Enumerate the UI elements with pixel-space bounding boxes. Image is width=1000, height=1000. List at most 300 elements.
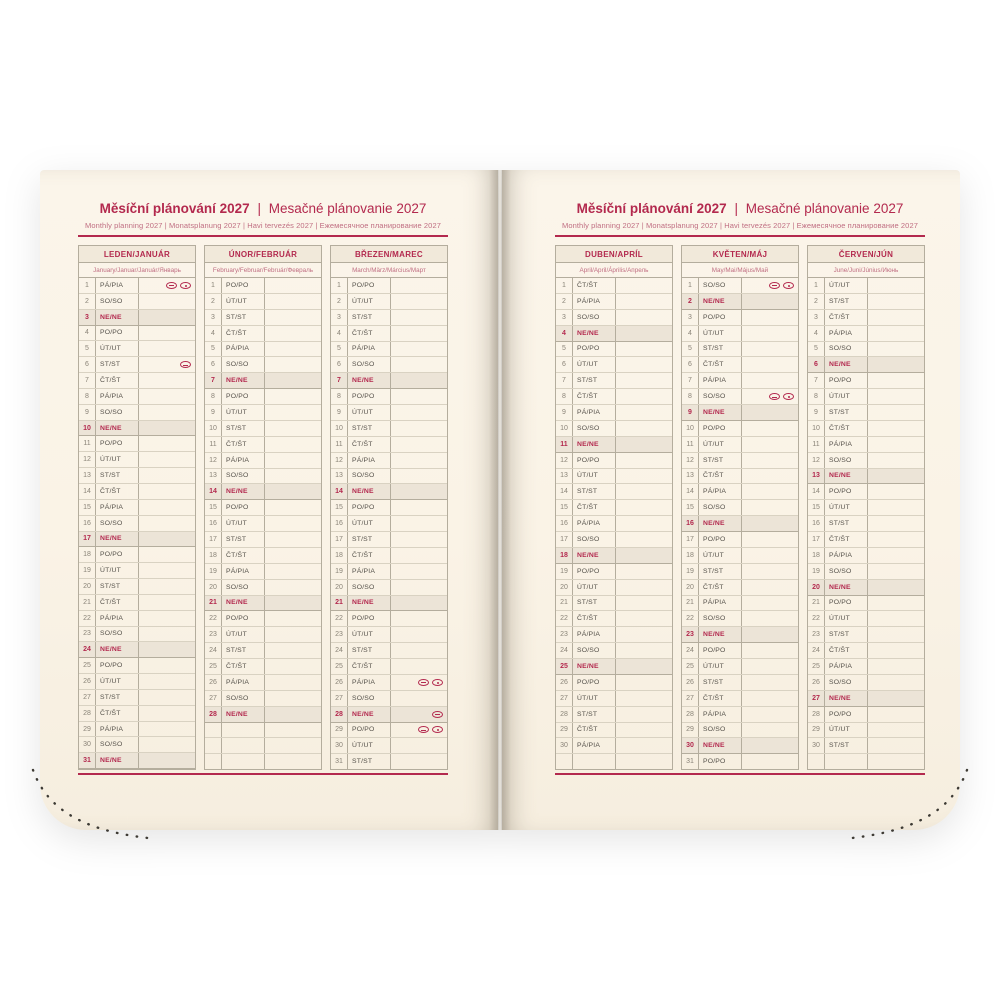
day-row: [205, 405, 321, 421]
day-number-cell: 4: [331, 326, 348, 341]
day-number-cell: 31: [682, 754, 699, 769]
notes-cell: [139, 373, 195, 388]
day-row: [205, 611, 321, 627]
day-abbrev-cell: NE/NE: [96, 310, 139, 325]
day-row: [556, 294, 672, 310]
notes-cell: [616, 421, 672, 436]
month-table: [555, 245, 673, 770]
month-body: [682, 278, 798, 769]
day-number-cell: 4: [79, 326, 96, 341]
notes-cell: [391, 627, 447, 642]
day-abbrev-cell: PÁ/PIA: [348, 342, 391, 357]
day-number-cell: 2: [556, 294, 573, 309]
day-row: [682, 326, 798, 342]
day-abbrev-cell: PO/PO: [222, 611, 265, 626]
notes-cell: [391, 500, 447, 515]
day-number-cell: 26: [331, 675, 348, 690]
day-row: [331, 723, 447, 739]
notes-cell: [868, 659, 924, 674]
day-abbrev-cell: PO/PO: [699, 643, 742, 658]
notes-cell: [139, 627, 195, 642]
day-abbrev-cell: SO/SO: [348, 357, 391, 372]
day-abbrev-cell: ST/ST: [825, 405, 868, 420]
day-number-cell: 24: [808, 643, 825, 658]
day-row: [79, 547, 195, 563]
day-abbrev-cell: ČT/ŠT: [96, 706, 139, 721]
notes-cell: [868, 611, 924, 626]
notes-cell: [265, 294, 321, 309]
day-row: [331, 500, 447, 516]
notes-cell: [139, 405, 195, 420]
day-abbrev-cell: PO/PO: [222, 500, 265, 515]
day-number-cell: 18: [205, 548, 222, 563]
notes-cell: [616, 516, 672, 531]
notes-cell: [391, 278, 447, 293]
day-number-cell: 26: [808, 675, 825, 690]
day-number-cell: 30: [331, 738, 348, 753]
month-name: KVĚTEN/MÁJ: [682, 246, 798, 263]
day-abbrev-cell: ST/ST: [573, 373, 616, 388]
notes-cell: [616, 342, 672, 357]
day-abbrev-cell: ÚT/UT: [825, 611, 868, 626]
day-abbrev-cell: PO/PO: [573, 675, 616, 690]
day-row: [808, 564, 924, 580]
notes-cell: [391, 580, 447, 595]
day-abbrev-cell: ST/ST: [825, 627, 868, 642]
day-abbrev-cell: ÚT/UT: [348, 516, 391, 531]
day-row: [205, 484, 321, 500]
day-number-cell: 1: [682, 278, 699, 293]
day-abbrev-cell: ÚT/UT: [825, 723, 868, 738]
holiday-badge-icon: [418, 679, 429, 686]
day-abbrev-cell: PO/PO: [573, 564, 616, 579]
day-row: [79, 753, 195, 769]
day-abbrev-cell: SO/SO: [348, 469, 391, 484]
day-abbrev-cell: [222, 754, 265, 769]
day-row: [205, 310, 321, 326]
day-number-cell: 27: [556, 691, 573, 706]
day-abbrev-cell: PÁ/PIA: [348, 564, 391, 579]
day-row: [682, 484, 798, 500]
day-abbrev-cell: PÁ/PIA: [699, 484, 742, 499]
day-row: [79, 611, 195, 627]
day-row: [79, 690, 195, 706]
day-abbrev-cell: ČT/ŠT: [573, 389, 616, 404]
day-row: [556, 469, 672, 485]
notes-cell: [139, 532, 195, 547]
day-abbrev-cell: PO/PO: [825, 373, 868, 388]
day-row: [808, 723, 924, 739]
day-number-cell: 23: [79, 627, 96, 642]
notes-cell: [391, 405, 447, 420]
title-rule: [555, 235, 925, 237]
notes-cell: [742, 596, 798, 611]
notes-cell: [139, 690, 195, 705]
day-abbrev-cell: PÁ/PIA: [96, 278, 139, 293]
page-title-czech: Měsíční plánování 2027: [99, 201, 250, 216]
notes-cell: [868, 421, 924, 436]
day-number-cell: 9: [556, 405, 573, 420]
day-abbrev-cell: NE/NE: [348, 484, 391, 499]
day-row: [205, 389, 321, 405]
day-abbrev-cell: ÚT/UT: [825, 500, 868, 515]
day-row: [205, 564, 321, 580]
page-left: [40, 170, 498, 830]
day-abbrev-cell: ČT/ŠT: [573, 611, 616, 626]
day-number-cell: 20: [556, 580, 573, 595]
day-number-cell: 13: [808, 469, 825, 484]
day-abbrev-cell: ČT/ŠT: [573, 278, 616, 293]
day-abbrev-cell: ČT/ŠT: [573, 500, 616, 515]
notes-cell: [265, 342, 321, 357]
day-abbrev-cell: NE/NE: [573, 659, 616, 674]
day-abbrev-cell: PÁ/PIA: [96, 389, 139, 404]
day-number-cell: 15: [79, 500, 96, 515]
notes-cell: [868, 691, 924, 706]
day-number-cell: 29: [682, 723, 699, 738]
notes-cell: [391, 675, 447, 690]
day-abbrev-cell: PO/PO: [96, 547, 139, 562]
day-row: [79, 563, 195, 579]
day-abbrev-cell: ČT/ŠT: [96, 595, 139, 610]
notes-cell: [742, 738, 798, 753]
day-abbrev-cell: ÚT/UT: [699, 326, 742, 341]
title-separator: |: [257, 201, 261, 216]
day-abbrev-cell: NE/NE: [699, 738, 742, 753]
day-row: [79, 627, 195, 643]
notes-cell: [616, 548, 672, 563]
day-number-cell: 1: [79, 278, 96, 293]
notes-cell: [265, 516, 321, 531]
day-abbrev-cell: ČT/ŠT: [825, 421, 868, 436]
notes-cell: [391, 643, 447, 658]
day-abbrev-cell: ÚT/UT: [222, 294, 265, 309]
day-row: [556, 532, 672, 548]
day-number-cell: 6: [682, 357, 699, 372]
notes-cell: [868, 389, 924, 404]
notes-cell: [391, 421, 447, 436]
day-row: [682, 294, 798, 310]
notes-cell: [742, 659, 798, 674]
page-title: [555, 200, 925, 217]
day-abbrev-cell: SO/SO: [222, 469, 265, 484]
day-abbrev-cell: ST/ST: [699, 675, 742, 690]
day-number-cell: 30: [79, 737, 96, 752]
day-number-cell: 22: [205, 611, 222, 626]
day-number-cell: 12: [556, 453, 573, 468]
day-number-cell: 7: [79, 373, 96, 388]
day-abbrev-cell: ČT/ŠT: [222, 437, 265, 452]
day-abbrev-cell: ST/ST: [825, 738, 868, 753]
day-row: [682, 564, 798, 580]
day-row: [556, 627, 672, 643]
day-abbrev-cell: ST/ST: [699, 564, 742, 579]
day-row: [808, 310, 924, 326]
month-table: [681, 245, 799, 770]
day-number-cell: 23: [331, 627, 348, 642]
day-abbrev-cell: PO/PO: [699, 754, 742, 769]
day-row: [808, 437, 924, 453]
day-number-cell: 16: [331, 516, 348, 531]
day-row: [682, 453, 798, 469]
day-row: [205, 738, 321, 754]
notes-cell: [868, 596, 924, 611]
notes-cell: [868, 453, 924, 468]
day-number-cell: 4: [556, 326, 573, 341]
day-row: [682, 548, 798, 564]
notes-cell: [265, 627, 321, 642]
day-number-cell: 11: [556, 437, 573, 452]
notes-cell: [868, 294, 924, 309]
title-separator: |: [734, 201, 738, 216]
notes-cell: [742, 357, 798, 372]
day-row: [331, 611, 447, 627]
day-number-cell: 22: [331, 611, 348, 626]
day-number-cell: 15: [556, 500, 573, 515]
day-abbrev-cell: PÁ/PIA: [348, 453, 391, 468]
title-rule: [78, 235, 448, 237]
notes-cell: [139, 294, 195, 309]
day-number-cell: 16: [79, 516, 96, 531]
day-row: [79, 421, 195, 437]
notes-cell: [616, 389, 672, 404]
notes-cell: [265, 611, 321, 626]
day-number-cell: [205, 754, 222, 769]
day-abbrev-cell: ČT/ŠT: [222, 326, 265, 341]
day-row: [556, 453, 672, 469]
day-abbrev-cell: NE/NE: [348, 707, 391, 722]
day-number-cell: 17: [808, 532, 825, 547]
day-number-cell: 14: [205, 484, 222, 499]
day-number-cell: 26: [556, 675, 573, 690]
day-number-cell: 22: [682, 611, 699, 626]
day-abbrev-cell: SO/SO: [96, 516, 139, 531]
day-abbrev-cell: PÁ/PIA: [96, 500, 139, 515]
day-number-cell: 28: [79, 706, 96, 721]
day-number-cell: 21: [205, 596, 222, 611]
day-abbrev-cell: SO/SO: [348, 691, 391, 706]
notes-cell: [742, 294, 798, 309]
month-table: [78, 245, 196, 770]
month-body: [79, 278, 195, 769]
day-row: [79, 452, 195, 468]
day-abbrev-cell: NE/NE: [222, 484, 265, 499]
day-number-cell: 15: [808, 500, 825, 515]
day-abbrev-cell: NE/NE: [699, 405, 742, 420]
day-abbrev-cell: PÁ/PIA: [573, 738, 616, 753]
notes-cell: [616, 723, 672, 738]
day-abbrev-cell: PÁ/PIA: [96, 611, 139, 626]
day-number-cell: 20: [808, 580, 825, 595]
day-row: [808, 389, 924, 405]
notes-cell: [391, 342, 447, 357]
day-row: [682, 310, 798, 326]
day-abbrev-cell: PÁ/PIA: [573, 405, 616, 420]
notes-cell: [391, 707, 447, 722]
day-abbrev-cell: PÁ/PIA: [222, 453, 265, 468]
day-abbrev-cell: ČT/ŠT: [699, 580, 742, 595]
notes-cell: [868, 500, 924, 515]
notes-cell: [742, 532, 798, 547]
day-row: [682, 627, 798, 643]
notes-cell: [616, 326, 672, 341]
day-abbrev-cell: PO/PO: [348, 500, 391, 515]
notes-cell: [265, 373, 321, 388]
day-number-cell: 22: [79, 611, 96, 626]
notes-cell: [868, 754, 924, 769]
day-number-cell: 27: [205, 691, 222, 706]
notes-cell: [616, 738, 672, 753]
notes-cell: [742, 723, 798, 738]
notes-cell: [616, 357, 672, 372]
day-row: [682, 580, 798, 596]
notes-cell: [391, 532, 447, 547]
day-row: [331, 310, 447, 326]
day-abbrev-cell: PÁ/PIA: [825, 659, 868, 674]
day-row: [79, 642, 195, 658]
day-row: [682, 754, 798, 769]
day-number-cell: 18: [556, 548, 573, 563]
day-row: [682, 723, 798, 739]
notes-cell: [616, 627, 672, 642]
day-row: [331, 532, 447, 548]
notes-cell: [139, 278, 195, 293]
day-abbrev-cell: ST/ST: [222, 421, 265, 436]
day-abbrev-cell: NE/NE: [96, 642, 139, 657]
day-abbrev-cell: SO/SO: [825, 564, 868, 579]
day-abbrev-cell: PO/PO: [96, 658, 139, 673]
day-abbrev-cell: ÚT/UT: [96, 341, 139, 356]
notes-cell: [616, 310, 672, 325]
day-row: [79, 310, 195, 326]
day-abbrev-cell: ST/ST: [348, 421, 391, 436]
day-number-cell: 3: [682, 310, 699, 325]
notes-cell: [139, 642, 195, 657]
notes-cell: [265, 437, 321, 452]
notes-cell: [139, 753, 195, 768]
day-number-cell: 16: [682, 516, 699, 531]
notes-cell: [868, 627, 924, 642]
day-abbrev-cell: ÚT/UT: [573, 691, 616, 706]
day-number-cell: 8: [556, 389, 573, 404]
day-abbrev-cell: NE/NE: [96, 753, 139, 768]
day-row: [205, 469, 321, 485]
day-number-cell: 26: [205, 675, 222, 690]
day-abbrev-cell: ÚT/UT: [699, 437, 742, 452]
day-abbrev-cell: ČT/ŠT: [348, 437, 391, 452]
day-row: [331, 627, 447, 643]
day-row: [808, 469, 924, 485]
day-row: [682, 611, 798, 627]
notes-cell: [139, 611, 195, 626]
day-row: [808, 516, 924, 532]
day-abbrev-cell: SO/SO: [825, 342, 868, 357]
day-abbrev-cell: PÁ/PIA: [222, 675, 265, 690]
page-title-czech: Měsíční plánování 2027: [576, 201, 727, 216]
day-row: [331, 691, 447, 707]
notes-cell: [868, 326, 924, 341]
day-row: [556, 643, 672, 659]
day-number-cell: 29: [79, 722, 96, 737]
day-abbrev-cell: ÚT/UT: [222, 516, 265, 531]
notes-cell: [391, 611, 447, 626]
day-abbrev-cell: NE/NE: [699, 627, 742, 642]
notes-cell: [139, 389, 195, 404]
day-abbrev-cell: PÁ/PIA: [825, 437, 868, 452]
notes-cell: [616, 294, 672, 309]
day-abbrev-cell: SO/SO: [699, 500, 742, 515]
day-row: [808, 548, 924, 564]
day-number-cell: 30: [682, 738, 699, 753]
day-row: [808, 421, 924, 437]
notes-cell: [616, 500, 672, 515]
day-row: [331, 484, 447, 500]
holiday-badge-icon: [769, 282, 780, 289]
day-number-cell: 17: [205, 532, 222, 547]
notes-cell: [265, 469, 321, 484]
notes-cell: [139, 547, 195, 562]
day-number-cell: 30: [556, 738, 573, 753]
day-number-cell: 24: [682, 643, 699, 658]
month-body: [808, 278, 924, 769]
day-row: [331, 564, 447, 580]
day-abbrev-cell: SO/SO: [573, 310, 616, 325]
day-number-cell: 10: [205, 421, 222, 436]
day-number-cell: 31: [79, 753, 96, 768]
day-row: [556, 564, 672, 580]
day-number-cell: 1: [556, 278, 573, 293]
day-row: [808, 611, 924, 627]
day-number-cell: 2: [205, 294, 222, 309]
day-abbrev-cell: [573, 754, 616, 769]
notes-cell: [139, 674, 195, 689]
day-number-cell: 19: [556, 564, 573, 579]
day-row: [79, 722, 195, 738]
day-number-cell: 10: [556, 421, 573, 436]
day-number-cell: 8: [205, 389, 222, 404]
day-number-cell: 10: [682, 421, 699, 436]
day-abbrev-cell: NE/NE: [699, 294, 742, 309]
day-number-cell: 17: [682, 532, 699, 547]
holiday-badge-icon: [769, 393, 780, 400]
day-row: [331, 421, 447, 437]
day-row: [79, 357, 195, 373]
day-row: [205, 516, 321, 532]
day-row: [331, 405, 447, 421]
day-row: [331, 357, 447, 373]
notes-cell: [742, 484, 798, 499]
day-row: [808, 675, 924, 691]
day-row: [682, 342, 798, 358]
notes-cell: [139, 737, 195, 752]
notes-cell: [868, 278, 924, 293]
day-number-cell: 14: [682, 484, 699, 499]
day-row: [79, 516, 195, 532]
day-number-cell: 6: [331, 357, 348, 372]
day-abbrev-cell: PÁ/PIA: [348, 675, 391, 690]
notes-cell: [265, 405, 321, 420]
day-number-cell: 11: [808, 437, 825, 452]
day-number-cell: 23: [682, 627, 699, 642]
notes-cell: [265, 675, 321, 690]
notes-cell: [616, 469, 672, 484]
day-row: [205, 421, 321, 437]
day-abbrev-cell: ST/ST: [699, 453, 742, 468]
day-row: [205, 326, 321, 342]
notes-cell: [868, 516, 924, 531]
day-abbrev-cell: PO/PO: [699, 310, 742, 325]
day-abbrev-cell: NE/NE: [222, 707, 265, 722]
